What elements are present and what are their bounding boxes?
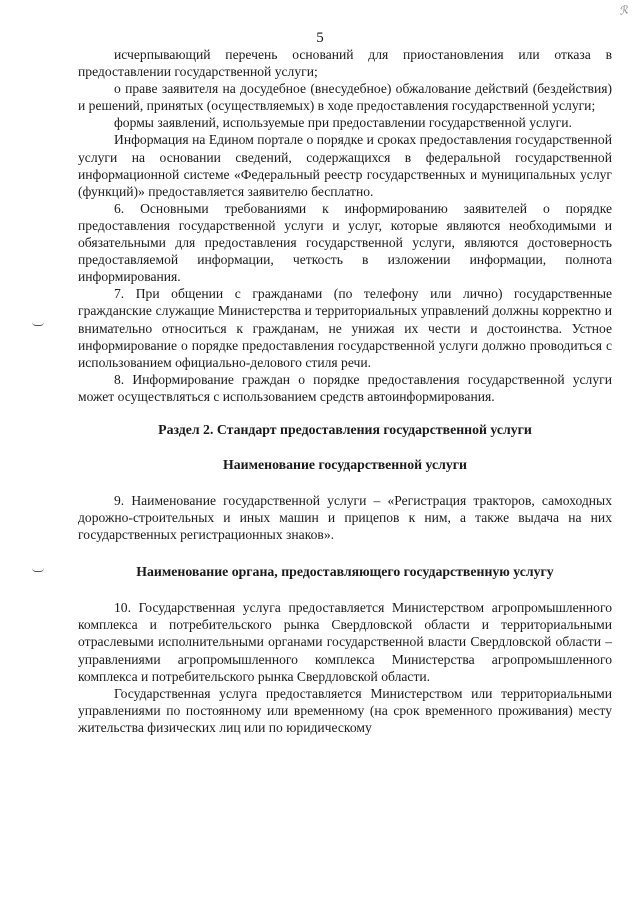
paragraph: Государственная услуга предоставляется Министерством или территориальными управлениями по постоянному или временному (на срок временного проживания) месту жительства физических лиц или по юридическому	[78, 685, 612, 735]
margin-mark	[32, 568, 44, 572]
paragraph-9: 9. Наименование государственной услуги – «Регистрация тракторов, самоходных дорожно-строительных и иных машин и прицепов к ним, а также выдача на них государственных регистрационных знаков».	[78, 492, 612, 543]
document-body	[78, 46, 612, 736]
paragraph: Информация на Едином портале о порядке и сроках предоставления государственной услуги на основании сведений, содержащихся в федеральной государственной информационной системе «Федеральный реестр государственных и муниципальных услуг (функций)» предоставляется заявителю бесплатно.	[78, 132, 612, 199]
paragraph-8: 8. Информирование граждан о порядке предоставления государственной услуги может осуществляться с использованием средств автоинформирования.	[78, 371, 612, 404]
paragraph-7: 7. При общении с гражданами (по телефону или лично) государственные гражданские служащие Министерства и территориальных управлений должны корректно и внимательно относиться к гражданам, не унижая их чести и достоинства. Устное информирование о порядке предоставления государственной услуги должно проводиться с использованием официально-делового стиля речи.	[78, 286, 612, 370]
margin-mark	[32, 322, 44, 326]
paragraph: о праве заявителя на досудебное (внесудебное) обжалование действий (бездействия) и решений, принятых (осуществляемых) в ходе предоставления государственной услуги;	[78, 81, 612, 114]
handwritten-mark: ℛ	[618, 4, 630, 18]
paragraph-6: 6. Основными требованиями к информированию заявителей о порядке предоставления государственной услуги и услуг, которые являются необходимыми и обязательными для предоставления государственной услуги, являются достоверность предоставляемой информации, четкость в изложении информации, полнота информирования.	[78, 200, 612, 285]
heading-service-name: Наименование государственной услуги	[223, 456, 467, 472]
paragraph: формы заявлений, используемые при предоставлении государственной услуги.	[114, 115, 572, 131]
section-title: Раздел 2. Стандарт предоставления государственной услуги	[158, 421, 532, 437]
paragraph: исчерпывающий перечень оснований для приостановления или отказа в предоставлении государственной услуги;	[78, 47, 612, 80]
paragraph-10: 10. Государственная услуга предоставляется Министерством агропромышленного комплекса и потребительского рынка Свердловской области и территориальными отраслевыми исполнительными органами государственной власти Свердловской области – управлениями агропромышленного комплекса Министерства агропромышленного комплекса и потребительского рынка Свердловской области.	[78, 600, 612, 684]
page-number: 5	[316, 30, 324, 46]
heading-authority: Наименование органа, предоставляющего государственную услугу	[136, 564, 554, 580]
